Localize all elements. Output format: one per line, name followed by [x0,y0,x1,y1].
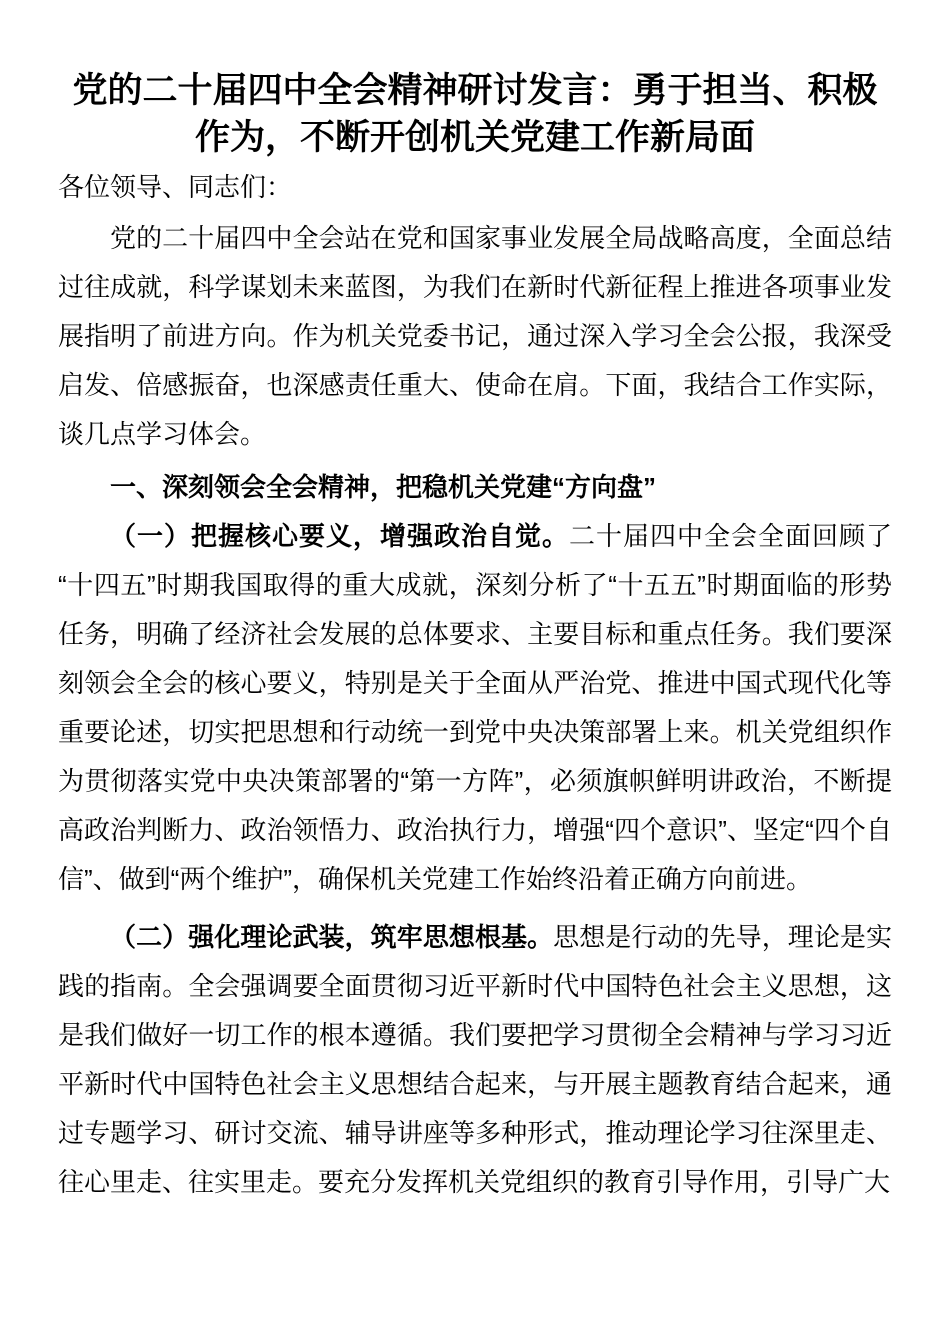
subsection-2-lead: （二）强化理论武装，筑牢思想根基。 [110,922,554,952]
subsection-1-text: 二十届四中全会全面回顾了“十四五”时期我国取得的重大成就，深刻分析了“十五五”时期面临的形势任务，明确了经济社会发展的总体要求、主要目标和重点任务。我们要深刻领会全会的核心要义，特别是关于全面从严治党、推进中国式现代化等重要论述，切实把思想和行动统一到党中央决策部署上来。机关党组织作为贯彻落实党中央决策部署的“第一方阵”，必须旗帜鲜明讲政治，不断提高政治判断力、政治领悟力、政治执行力，增强“四个意识”、坚定“四个自信”、做到“两个维护”，确保机关党建工作始终沿着正确方向前进。 [58,521,892,894]
subsection-2-text: 思想是行动的先导，理论是实践的指南。全会强调要全面贯彻习近平新时代中国特色社会主义思想，这是我们做好一切工作的根本遵循。我们要把学习贯彻全会精神与学习习近平新时代中国特色社会主义思想结合起来，与开展主题教育结合起来，通过专题学习、研讨交流、辅导讲座等多种形式，推动理论学习往深里走、往心里走、往实里走。要充分发挥机关党组织的教育引导作用，引导广大 [58,922,892,1197]
subsection-paragraph-1 [58,512,892,904]
section-heading-1: 一、深刻领会全会精神，把稳机关党建“方向盘” [110,472,657,502]
subsection-paragraph-2 [58,913,892,1207]
document-title: 党的二十届四中全会精神研讨发言：勇于担当、积极作为，不断开创机关党建工作新局面 [72,71,878,157]
subsection-1-lead: （一）把握核心要义，增强政治自觉。 [110,521,569,551]
intro-paragraph: 党的二十届四中全会站在党和国家事业发展全局战略高度，全面总结过往成就，科学谋划未来蓝图，为我们在新时代新征程上推进各项事业发展指明了前进方向。作为机关党委书记，通过深入学习全会公报，我深受启发、倍感振奋，也深感责任重大、使命在肩。下面，我结合工作实际，谈几点学习体会。 [58,223,892,449]
greeting-line: 各位领导、同志们： [58,172,293,202]
